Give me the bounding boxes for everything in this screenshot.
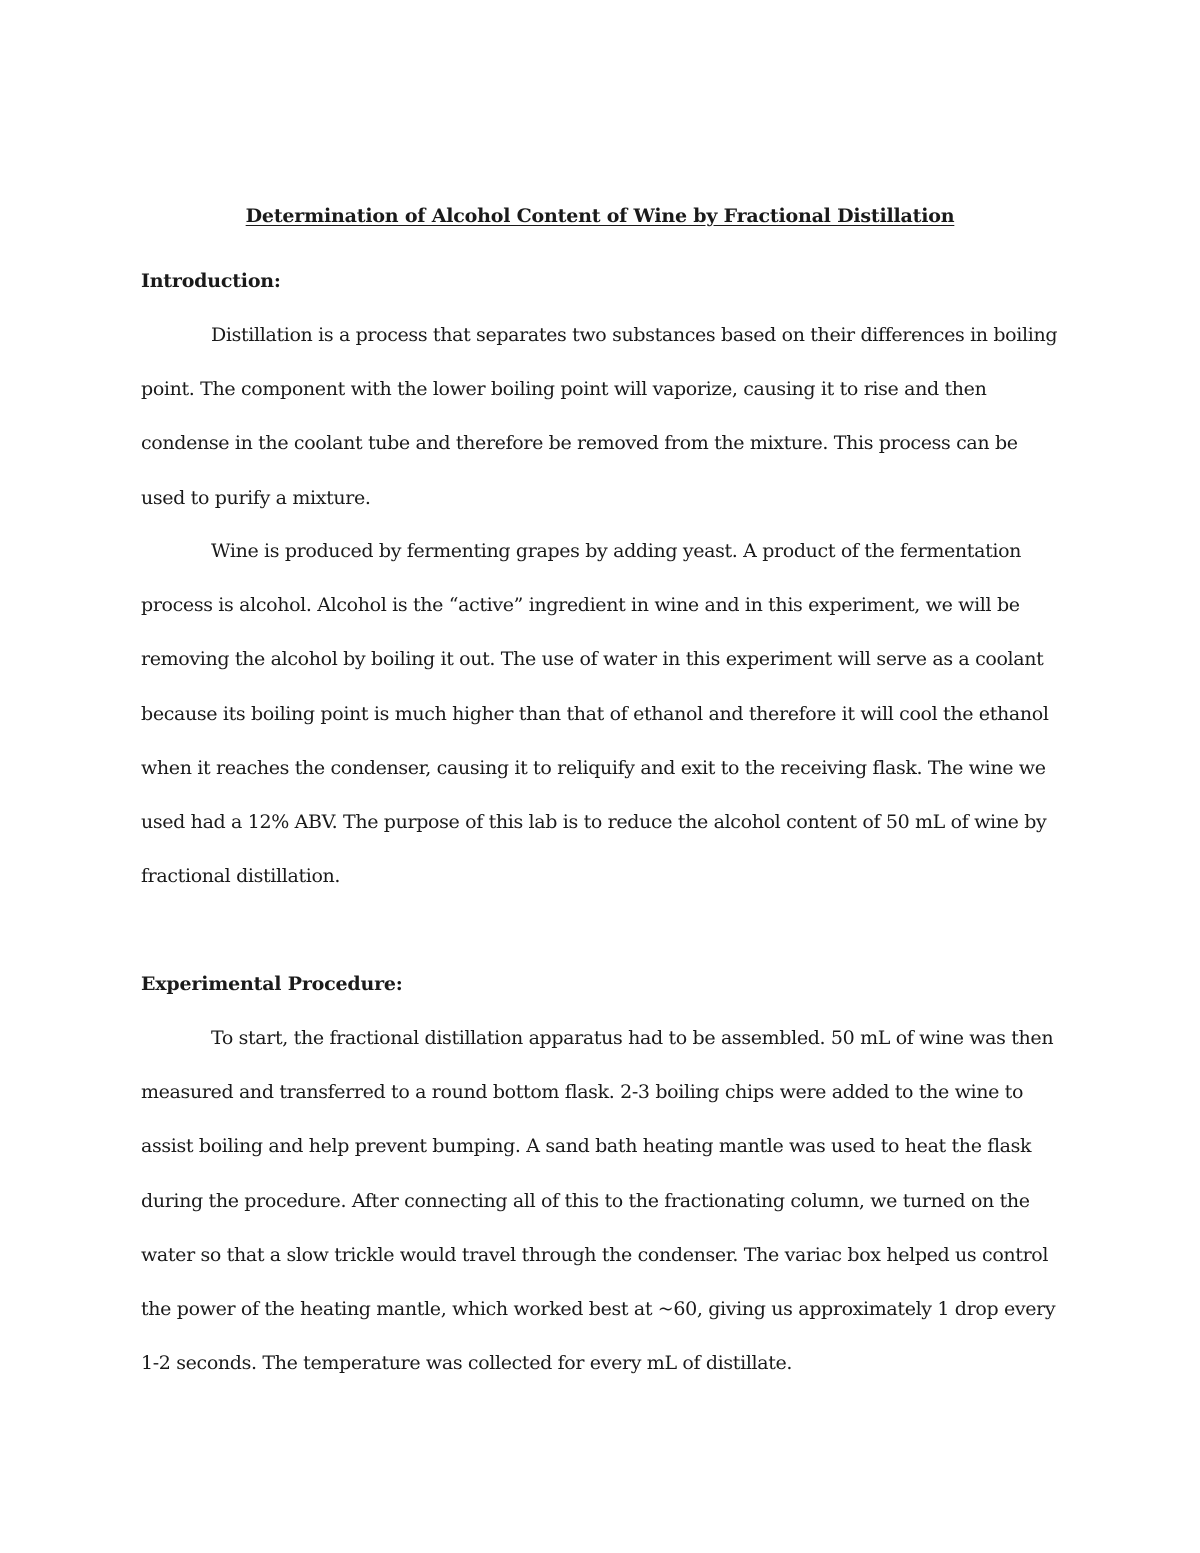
introduction-paragraph-2: Wine is produced by fermenting grapes by adding yeast. A product of the fermentation process is alcohol. Alcohol is the “active” ingredient in wine and in this experiment, we will be removing the alcohol by boiling it out. The use of water in this experiment will serve as a coolant because its boiling point is much higher than that of ethanol and therefore it will cool the ethanol when it reaches the condenser, causing it to reliquify and exit to the receiving flask. The wine we used had a 12% ABV. The purpose of this lab is to reduce the alcohol content of 50 mL of wine by fractional distillation. [141, 540, 1049, 888]
procedure-paragraph-1: To start, the fractional distillation apparatus had to be assembled. 50 mL of wine was then measured and transferred to a round bottom flask. 2-3 boiling chips were added to the wine to assist boiling and help prevent bumping. A sand bath heating mantle was used to heat the flask during the procedure. After connecting all of this to the fractionating column, we turned on the water so that a slow trickle would travel through the condenser. The variac box helped us control the power of the heating mantle, which worked best at ~60, giving us approximately 1 drop every 1-2 seconds. The temperature was collected for every mL of distillate. [141, 1027, 1056, 1375]
introduction-paragraph-1: Distillation is a process that separates two substances based on their differences in boiling point. The component with the lower boiling point will vaporize, causing it to rise and then condense in the coolant tube and therefore be removed from the mixture. This process can be used to purify a mixture. [141, 324, 1058, 509]
document-title: Determination of Alcohol Content of Wine by Fractional Distillation [245, 205, 955, 227]
introduction-heading: Introduction: [141, 270, 281, 292]
procedure-heading: Experimental Procedure: [141, 973, 403, 995]
